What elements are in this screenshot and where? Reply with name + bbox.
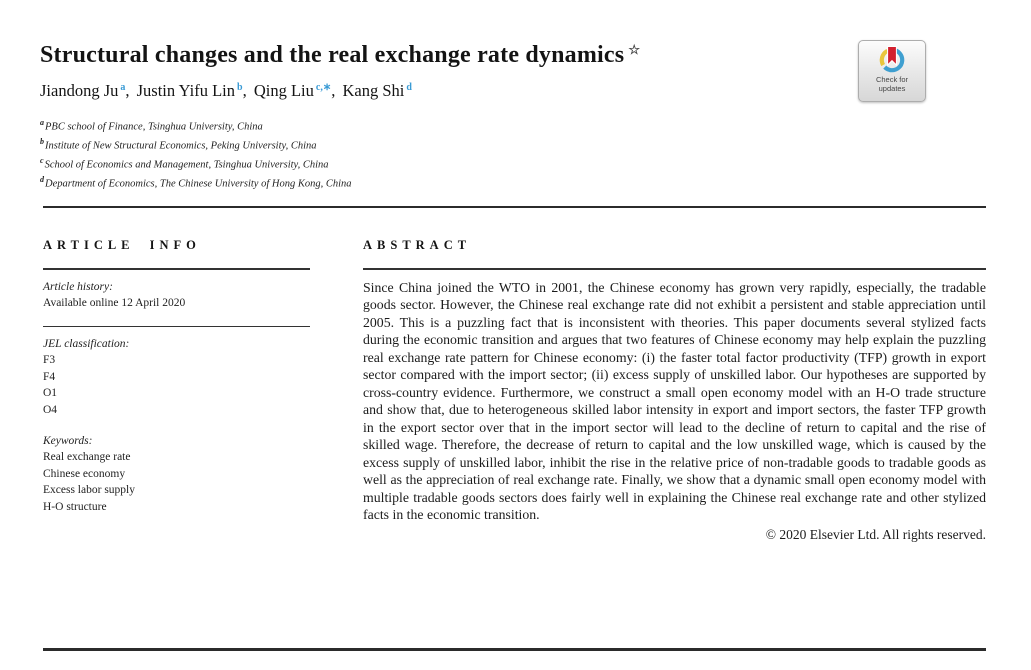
affiliation-line [40, 154, 352, 173]
author-name: Jiandong Ju [40, 81, 119, 100]
article-info-rule [43, 268, 310, 270]
check-updates-label [876, 76, 908, 93]
jel-code-list [43, 352, 310, 418]
affiliation-sup: d [40, 175, 44, 184]
affiliation-sup: a [40, 118, 44, 127]
affiliation-text: PBC school of Finance, Tsinghua University, China [45, 121, 263, 133]
author-affil-sup: b [237, 81, 243, 93]
author-affil-sup: c,∗ [315, 81, 332, 93]
article-history-label: Article history: [43, 280, 113, 293]
crossmark-bookmark-icon [888, 47, 897, 66]
affiliation-text: Institute of New Structural Economics, Peking University, China [45, 140, 317, 152]
author [137, 81, 254, 100]
jel-classification-label: JEL classification: [43, 338, 130, 350]
keywords-block [43, 433, 310, 515]
jel-code: F4 [43, 370, 56, 383]
author-separator: , [125, 81, 134, 100]
author-name: Qing Liu [253, 81, 314, 100]
abstract-column [363, 238, 986, 543]
abstract-heading: ABSTRACT [363, 238, 472, 252]
article-body-columns [43, 238, 986, 543]
abstract-text: Since China joined the WTO in 2001, the Chinese economy has grown very rapidly, especially, the tradable goods sector. However, the Chinese real exchange rate did not exhibit a persistent and stable appreciation until 2005. This is a puzzling fact that is inconsistent with theories. This paper documents several stylized facts during the economic transition and argues that two features of Chinese economy may help explain the puzzling real exchange rate pattern for Chinese economy: (i) the faster total factor productivity (TFP) growth in export sector compared with the import sector; (ii) excess supply of unskilled labor. Our hypotheses are supported by cross-country evidence. Furthermore, we construct a small open economy model with an H-O trade structure and show that, due to heterogeneous skilled labor intensity in export and import sectors, the faster TFP growth in the export sector over that in the import sector will lead to the decline of return to capital and the rise of skilled wage. Therefore, the decrease of return to capital and the low unskilled wage, which is caused by the excess supply of unskilled labor, inhibit the rise in the relative price of non-tradable goods to tradable goods as well as the appreciation of real exchange rate. Finally, we show that a dynamic small open economy model with multiple tradable goods sectors does fairly well in explaining the Chinese real exchange rate and other stylized facts in the economic transition. [363, 279, 986, 522]
affiliation-text: Department of Economics, The Chinese University of Hong Kong, China [45, 178, 352, 190]
affiliation-line [40, 116, 352, 135]
article-title [40, 42, 640, 69]
author-affil-sup: d [406, 81, 412, 93]
header-divider-rule [43, 206, 986, 208]
footer-divider-rule [43, 648, 986, 651]
check-updates-label-line2: updates [878, 83, 906, 93]
affiliation-line [40, 135, 352, 154]
author [342, 81, 411, 100]
affiliation-text: School of Economics and Management, Tsinghua University, China [44, 159, 329, 171]
jel-code: O4 [43, 403, 58, 416]
abstract-rule [363, 268, 986, 270]
jel-code: F3 [43, 354, 56, 366]
article-info-column [43, 238, 310, 515]
keyword: Chinese economy [43, 467, 126, 480]
check-updates-badge[interactable] [858, 40, 926, 102]
title-footnote-star: ☆ [628, 42, 641, 58]
author-separator: , [242, 81, 251, 100]
author-name: Kang Shi [342, 81, 405, 100]
keyword-list [43, 449, 310, 515]
keyword: H-O structure [43, 500, 107, 513]
author-separator: , [331, 81, 340, 100]
author [40, 81, 137, 100]
affiliation-sup: c [40, 156, 44, 165]
affiliation-line [40, 173, 352, 192]
authors-line [40, 81, 412, 101]
article-history-value: Available online 12 April 2020 [43, 296, 186, 309]
check-updates-label-line1: Check for [875, 75, 909, 84]
author-name: Justin Yifu Lin [136, 81, 236, 100]
keyword: Excess labor supply [43, 484, 135, 496]
affiliations-block [40, 116, 352, 192]
author [254, 81, 343, 100]
article-title-text: Structural changes and the real exchange rate dynamics [40, 42, 625, 69]
article-info-heading: ARTICLE INFO [43, 238, 201, 252]
keywords-label: Keywords: [43, 435, 93, 447]
jel-code: O1 [43, 387, 58, 399]
article-info-rule [43, 326, 310, 328]
keyword: Real exchange rate [43, 451, 131, 463]
author-affil-sup: a [120, 81, 126, 93]
copyright-line: © 2020 Elsevier Ltd. All rights reserved. [765, 526, 986, 542]
affiliation-sup: b [40, 137, 44, 146]
crossmark-logo-icon [875, 44, 909, 76]
